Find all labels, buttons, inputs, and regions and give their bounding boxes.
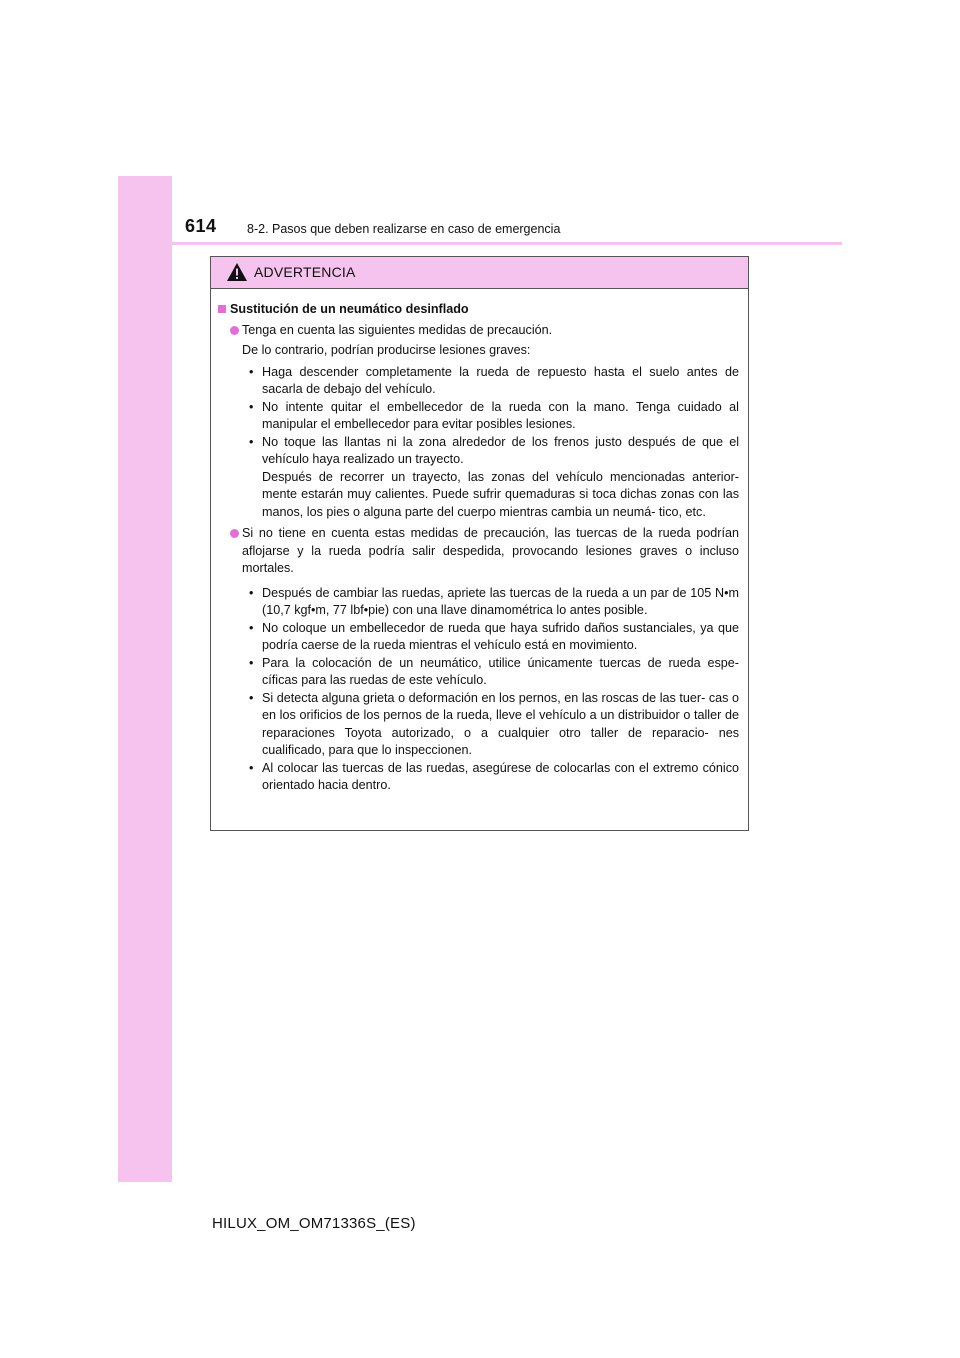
precaution-item	[218, 322, 739, 340]
header-divider	[118, 242, 842, 245]
square-bullet-icon	[218, 305, 226, 313]
list-item-text: Al colocar las tuercas de las ruedas, asegúrese de colocarlas con el extremo cónico orientado hacia dentro.	[262, 760, 739, 792]
list-item: • Para la colocación de un neumático, utilice únicamente tuercas de rueda espe- cíficas para las ruedas de este vehículo.	[249, 655, 739, 687]
page-number: 614	[185, 216, 217, 236]
list-item-text: Para la colocación de un neumático, utilice únicamente tuercas de rueda espe- cíficas para las ruedas de este vehículo.	[262, 655, 739, 687]
circle-bullet-icon	[230, 326, 239, 335]
document-id: HILUX_OM_OM71336S_(ES)	[212, 1215, 416, 1232]
circle-bullet-icon	[230, 529, 239, 538]
list-item-text: Después de cambiar las ruedas, apriete las tuercas de la rueda a un par de 105 N•m (10,7 kgf•m, 77 lbf•pie) con una llave dinamométrica lo antes posible.	[262, 585, 739, 617]
section-title: 8-2. Pasos que deben realizarse en caso de emergencia	[247, 222, 561, 236]
side-color-band	[118, 176, 172, 1182]
list-item-text: Si detecta alguna grieta o deformación en los pernos, en las roscas de las tuer- cas o en los orificios de los pernos de la rueda, lleve el vehículo a un distribuidor o taller de reparaciones Toyota autorizado, o a cualquier otro taller de reparacio- nes cualificado, para que lo inspeccionen.	[262, 690, 739, 757]
precaution-sublist	[218, 364, 739, 522]
list-item-text: No coloque un embellecedor de rueda que haya sufrido daños sustanciales, ya que podría caerse de la rueda mientras el vehículo está en movimiento.	[262, 620, 739, 652]
precaution-note: De lo contrario, podrían producirse lesiones graves:	[242, 343, 531, 357]
list-item: • No intente quitar el embellecedor de la rueda con la mano. Tenga cuidado al manipular el embellecedor para evitar posibles lesiones.	[249, 399, 739, 431]
warning-heading	[218, 301, 739, 319]
list-item: • Haga descender completamente la rueda de repuesto hasta el suelo antes de sacarla de debajo del vehículo.	[249, 364, 739, 396]
warning-body	[211, 289, 748, 795]
list-item-text: Haga descender completamente la rueda de repuesto hasta el suelo antes de sacarla de debajo del vehículo.	[262, 364, 739, 396]
list-item: • Si detecta alguna grieta o deformación en los pernos, en las roscas de las tuer- cas o en los orificios de los pernos de la rueda, lleve el vehículo a un distribuidor o taller de reparaciones Toyota autorizado, o a cualquier otro taller de reparacio- nes cualificado, para que lo inspeccionen.	[249, 690, 739, 757]
list-item: • No coloque un embellecedor de rueda que haya sufrido daños sustanciales, ya que podría caerse de la rueda mientras el vehículo está en movimiento.	[249, 620, 739, 652]
list-item: • Al colocar las tuercas de las ruedas, asegúrese de colocarlas con el extremo cónico orientado hacia dentro.	[249, 760, 739, 792]
list-item: • Después de cambiar las ruedas, apriete las tuercas de la rueda a un par de 105 N•m (10,7 kgf•m, 77 lbf•pie) con una llave dinamométrica lo antes posible.	[249, 585, 739, 617]
warning-title: ADVERTENCIA	[254, 264, 356, 280]
warning-header	[211, 257, 748, 289]
precaution-item-text: Tenga en cuenta las siguientes medidas de precaución.	[242, 322, 553, 337]
precaution-sublist	[218, 585, 739, 795]
list-item-text: No toque las llantas ni la zona alrededor de los frenos justo después de que el vehículo haya realizado un trayecto. Después de recorrer un trayecto, las zonas del vehículo mencionadas anterior- mente estarán muy calientes. Puede sufrir quemaduras si toca dichas zonas con las manos, los pies o alguna parte del cuerpo mientras cambia un neumá- tico, etc.	[262, 434, 739, 519]
precaution-item	[218, 525, 739, 578]
warning-box	[210, 256, 749, 831]
list-item: • No toque las llantas ni la zona alrededor de los frenos justo después de que el vehículo haya realizado un trayecto. Después de recorrer un trayecto, las zonas del vehículo mencionadas anterior- mente estarán muy calientes. Puede sufrir quemaduras si toca dichas zonas con las manos, los pies o alguna parte del cuerpo mientras cambia un neumá- tico, etc.	[249, 434, 739, 519]
warning-heading-text: Sustitución de un neumático desinflado	[230, 302, 469, 316]
precaution-item-text: Si no tiene en cuenta estas medidas de precaución, las tuercas de la rueda podrían aflojarse y la rueda podría salir despedida, provocando lesiones graves o incluso mortales.	[242, 526, 739, 575]
list-item-text: No intente quitar el embellecedor de la rueda con la mano. Tenga cuidado al manipular el embellecedor para evitar posibles lesiones.	[262, 399, 739, 431]
warning-triangle-icon	[226, 262, 248, 282]
